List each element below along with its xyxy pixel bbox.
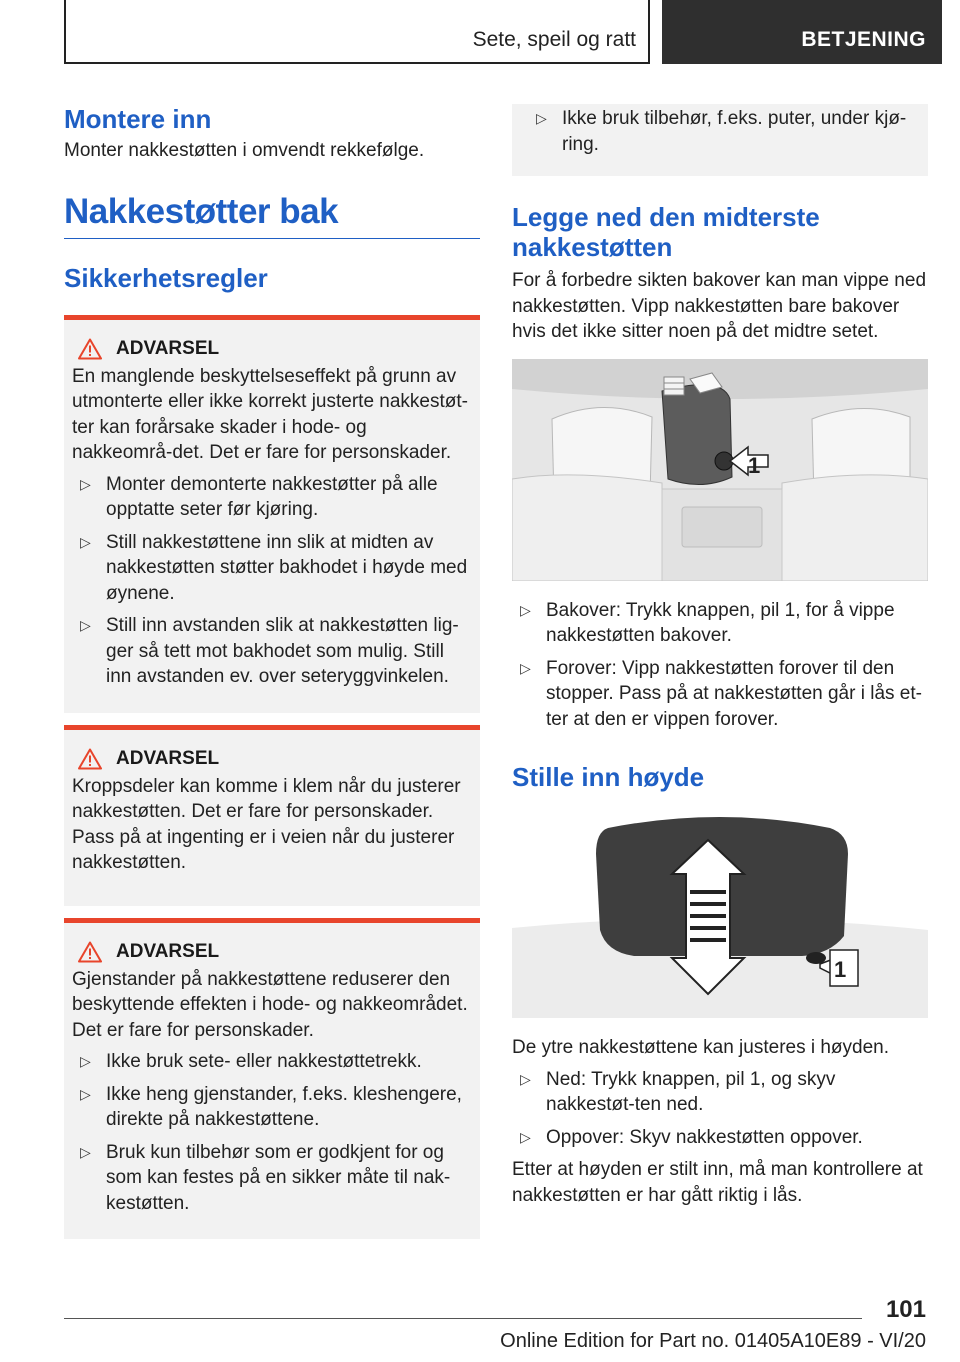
warning-list — [72, 1049, 470, 1216]
header-chapter-label: BETJENING — [801, 28, 926, 51]
warning-box — [64, 315, 480, 713]
warning-title-row — [78, 941, 470, 963]
callout-number: 1 — [834, 957, 847, 982]
warning-title-row — [78, 338, 470, 360]
list-item: ▷ Ikke bruk sete- eller nakkestøttetrekk. — [72, 1049, 470, 1075]
warning-title-row — [78, 748, 470, 770]
warning-box — [64, 725, 480, 906]
warning-box — [64, 918, 480, 1240]
warning-continuation — [512, 104, 928, 176]
warning-triangle-icon — [78, 338, 102, 360]
warning-list — [520, 106, 918, 157]
list-item: ▷ Still nakkestøttene inn slik at midten av nakkestøtten støtter bakhodet i høyde med øynene. — [72, 530, 470, 607]
chapter-title: Nakkestøtter bak — [64, 192, 480, 239]
page-header — [0, 0, 960, 66]
callout-number: 1 — [748, 452, 761, 478]
list-item: ▷ Still inn avstanden slik at nakkestøtten lig-ger så tett mot bakhodet som mulig. Still inn avstanden ev. over seteryggvinkelen. — [72, 613, 470, 690]
left-column — [64, 100, 480, 1239]
height-text: De ytre nakkestøttene kan justeres i høyden. — [512, 1037, 890, 1058]
warning-text: Kroppsdeler kan komme i klem når du justerer nakkestøtten. Det er fare for personskader. Pass på at ingenting er i veien når du justerer nakkestøtten. — [72, 775, 461, 873]
warning-text: En manglende beskyttelseseffekt på grunn av utmonterte eller ikke korrekt justerte nakkestøt-ter kan forårsake skader i hode- og nakkeområ-det. Det er fare for personskader. — [72, 365, 468, 463]
list-item: ▷ Ned: Trykk knappen, pil 1, og skyv nakkestøt-ten ned. — [512, 1067, 928, 1118]
list-item: ▷ Ikke heng gjenstander, f.eks. kleshengere, direkte på nakkestøttene. — [72, 1082, 470, 1133]
right-column — [512, 104, 928, 1208]
warning-title: ADVARSEL — [116, 337, 220, 359]
mount-text: Monter nakkestøtten i omvendt rekkefølge. — [64, 140, 425, 161]
fold-list — [512, 598, 928, 733]
header-section-box — [64, 0, 650, 64]
mount-title: Montere inn — [64, 104, 212, 134]
list-item: ▷ Oppover: Skyv nakkestøtten oppover. — [512, 1125, 928, 1151]
warning-list — [72, 472, 470, 690]
list-item: ▷ Bruk kun tilbehør som er godkjent for og som kan festes på en sikker måte til nak-kestøtten. — [72, 1140, 470, 1217]
warning-text: Gjenstander på nakkestøttene reduserer den beskyttende effekten i hode- og nakkeområdet. Det er fare for personskader. — [72, 968, 468, 1041]
list-item: ▷ Monter demonterte nakkestøtter på alle opptatte seter før kjøring. — [72, 472, 470, 523]
height-title: Stille inn høyde — [512, 762, 705, 792]
footer-rule — [64, 1318, 862, 1319]
warning-triangle-icon — [78, 748, 102, 770]
height-after-text: Etter at høyden er stilt inn, må man kontrollere at nakkestøtten er har gått riktig i lås. — [512, 1159, 923, 1206]
warning-title: ADVARSEL — [116, 747, 220, 769]
list-item: ▷ Forover: Vipp nakkestøtten forover til den stopper. Pass på at nakkestøtten går i lås et-ter at den er vippen forover. — [512, 656, 928, 733]
height-list — [512, 1067, 928, 1151]
header-section-title: Sete, speil og ratt — [472, 28, 636, 51]
safety-title: Sikkerhetsregler — [64, 262, 268, 293]
fold-title: Legge ned den midterste nakkestøtten — [512, 202, 820, 262]
rear-headrest-illustration — [512, 359, 928, 581]
footer-edition: Online Edition for Part no. 01405A10E89 - VI/20 — [500, 1330, 926, 1352]
page-number: 101 — [885, 1296, 926, 1323]
list-item: ▷ Ikke bruk tilbehør, f.eks. puter, under kjø-ring. — [520, 106, 918, 157]
warning-title: ADVARSEL — [116, 940, 220, 962]
fold-text: For å forbedre sikten bakover kan man vippe ned nakkestøtten. Vipp nakkestøtten bare bakover hvis det ikke sitter noen på det midtre setet. — [512, 270, 927, 342]
list-item: ▷ Bakover: Trykk knappen, pil 1, for å vippe nakkestøtten bakover. — [512, 598, 928, 649]
height-adjust-illustration — [512, 808, 928, 1018]
header-chapter-tab — [662, 0, 942, 64]
warning-triangle-icon — [78, 941, 102, 963]
